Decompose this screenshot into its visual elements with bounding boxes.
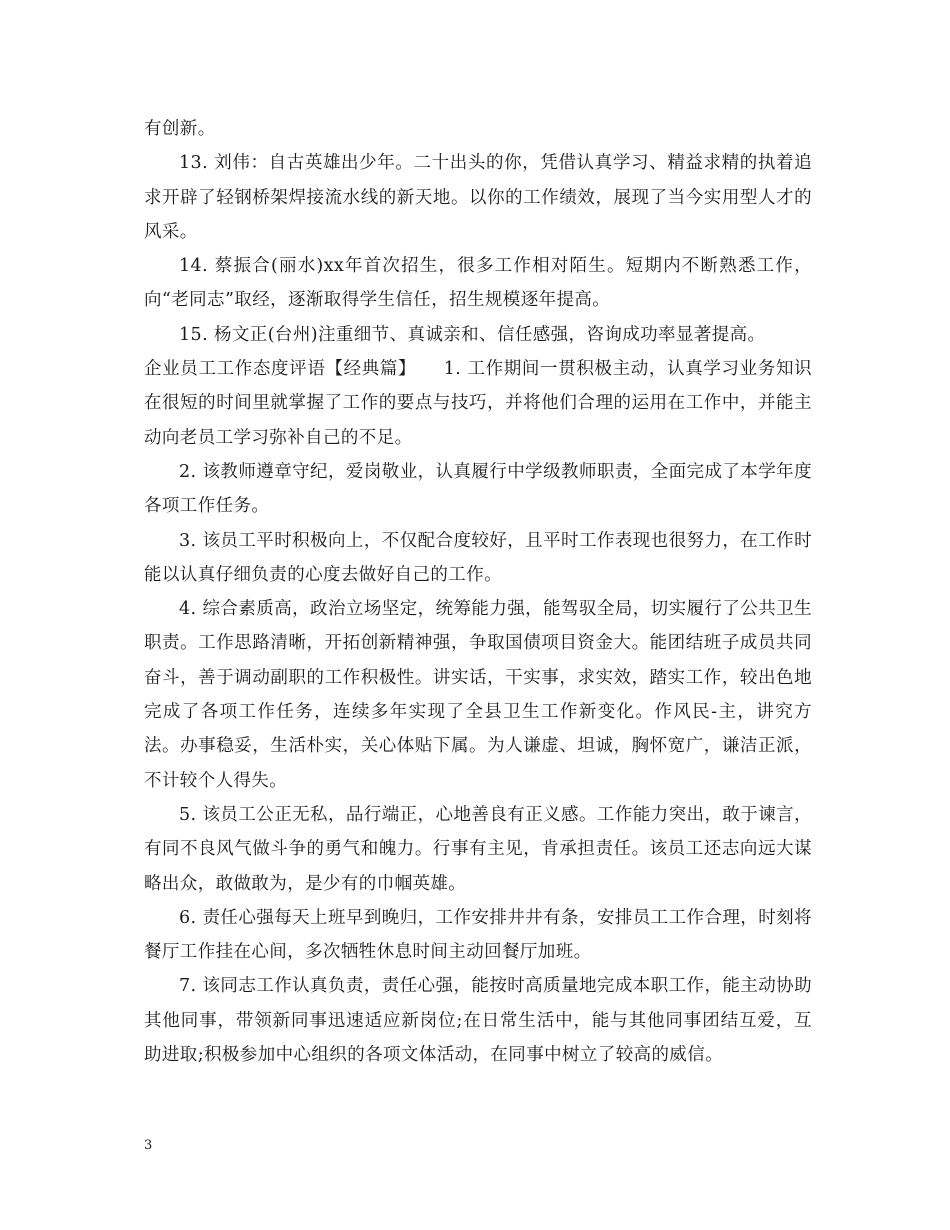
document-body xyxy=(144,112,812,1072)
section-heading-paragraph: 企业员工工作态度评语【经典篇】 1. 工作期间一贯积极主动，认真学习业务知识在很短的时间里就掌握了工作的要点与技巧，并将他们合理的运用在工作中，并能主动向老员工学习弥补自己的不足。 xyxy=(144,359,812,448)
paragraph-item-7: 7. 该同志工作认真负责，责任心强，能按时高质量地完成本职工作，能主动协助其他同事，带领新同事迅速适应新岗位;在日常生活中，能与其他同事团结互爱，互助进取;积极参加中心组织的各项文体活动，在同事中树立了较高的威信。 xyxy=(144,976,812,1066)
paragraph-continuation: 有创新。 xyxy=(144,119,216,139)
paragraph-item-6: 6. 责任心强每天上班早到晚归，工作安排井井有条，安排员工工作合理，时刻将餐厅工作挂在心间，多次牺牲休息时间主动回餐厅加班。 xyxy=(144,907,812,963)
paragraph-item-3: 3. 该员工平时积极向上，不仅配合度较好，且平时工作表现也很努力，在工作时能以认真仔细负责的心度去做好自己的工作。 xyxy=(144,530,812,585)
page-number: 3 xyxy=(144,1138,153,1153)
paragraph-item-4: 4. 综合素质高，政治立场坚定，统筹能力强，能驾驭全局，切实履行了公共卫生职责。工作思路清晰，开拓创新精神强，争取国债项目资金大。能团结班子成员共同奋斗，善于调动副职的工作积极性。讲实话，干实事，求实效，踏实工作，较出色地完成了各项工作任务，连续多年实现了全县卫生工作新变化。作风民-主，讲究方法。办事稳妥，生活朴实，关心体贴下属。为人谦虚、坦诚，胸怀宽广，谦洁正派，不计较个人得失。 xyxy=(144,599,812,791)
paragraph-item-5: 5. 该员工公正无私，品行端正，心地善良有正义感。工作能力突出，敢于谏言，有同不良风气做斗争的勇气和魄力。行事有主见，肯承担责任。该员工还志向远大谋略出众，敢做敢为，是少有的巾帼英雄。 xyxy=(144,804,812,894)
paragraph-item-15: 15. 杨文正(台州)注重细节、真诚亲和、信任感强，咨询成功率显著提高。 xyxy=(179,324,766,345)
paragraph-item-14: 14. 蔡振合(丽水)xx年首次招生，很多工作相对陌生。短期内不断熟悉工作，向“老同志”取经，逐渐取得学生信任，招生规模逐年提高。 xyxy=(144,256,812,311)
paragraph-item-13: 13. 刘伟：自古英雄出少年。二十出头的你，凭借认真学习、精益求精的执着追求开辟了轻钢桥架焊接流水线的新天地。以你的工作绩效，展现了当今实用型人才的风采。 xyxy=(144,153,812,242)
paragraph-item-2: 2. 该教师遵章守纪，爱岗敬业，认真履行中学级教师职责，全面完成了本学年度各项工作任务。 xyxy=(144,461,812,517)
